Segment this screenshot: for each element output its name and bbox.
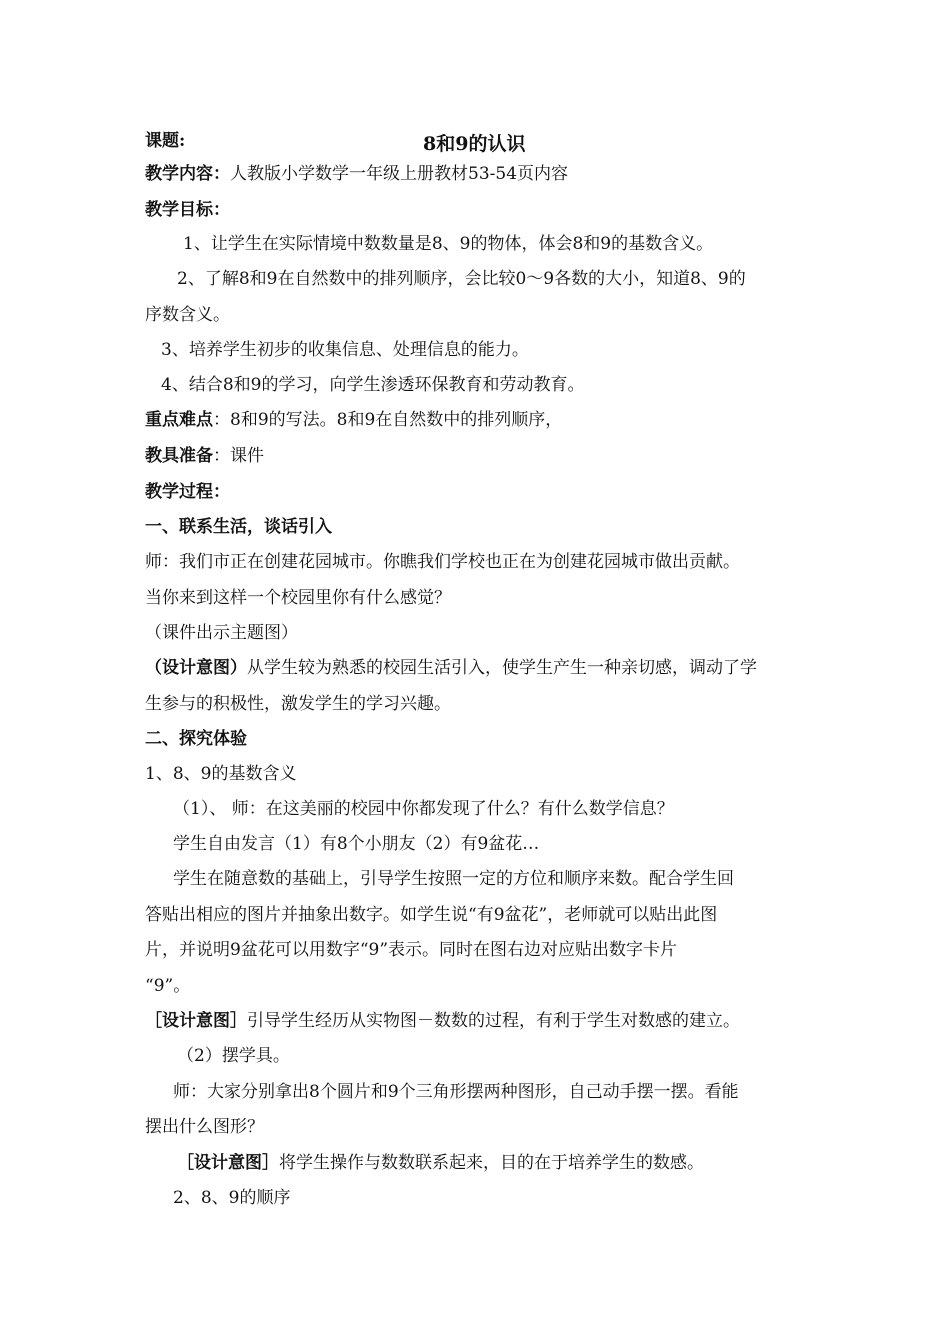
design-intent	[145, 657, 757, 679]
lesson-title: 8和9的认识	[423, 133, 526, 155]
design-intent-label: ［设计意图］	[145, 1011, 247, 1031]
sub-item: （2）摆学具。	[177, 1046, 290, 1066]
paragraph-line: 生参与的积极性，激发学生的学习兴趣。	[145, 694, 451, 714]
paragraph-line: “9”。	[145, 976, 191, 996]
paragraph-line: 师：大家分别拿出8个圆片和9个三角形摆两种图形，自己动手摆一摆。看能	[173, 1082, 739, 1102]
key-points-label: 重点难点	[145, 410, 213, 430]
tools	[145, 445, 264, 467]
paragraph-line: 答贴出相应的图片并抽象出数字。如学生说“有9盆花”，老师就可以贴出此图	[145, 905, 718, 925]
key-points-text: ：8和9的写法。8和9在自然数中的排列顺序，	[213, 410, 563, 430]
teaching-content	[145, 163, 568, 185]
teaching-content-text: 人教版小学数学一年级上册教材53-54页内容	[230, 164, 569, 184]
design-intent-text: 从学生较为熟悉的校园生活引入，使学生产生一种亲切感，调动了学	[247, 658, 757, 678]
goal-item: 序数含义。	[145, 305, 230, 325]
design-intent	[145, 1010, 740, 1032]
paragraph-line: 学生自由发言（1）有8个小朋友（2）有9盆花…	[173, 834, 540, 854]
design-intent	[177, 1152, 704, 1174]
goal-item: 3、培养学生初步的收集信息、处理信息的能力。	[161, 340, 529, 360]
paragraph-line: 当你来到这样一个校园里你有什么感觉？	[145, 588, 451, 608]
goal-item: 4、结合8和9的学习，向学生渗透环保教育和劳动教育。	[161, 375, 585, 395]
paragraph-line: （1）、 师：在这美丽的校园中你都发现了什么？有什么数学信息？	[173, 799, 674, 819]
topic-label: 课题:	[145, 131, 186, 151]
process-label: 教学过程：	[145, 482, 230, 502]
paragraph-line: （课件出示主题图）	[145, 623, 298, 643]
goal-item: 2、了解8和9在自然数中的排列顺序，会比较0～9各数的大小，知道8、9的	[177, 269, 746, 289]
tools-label: 教具准备	[145, 446, 213, 466]
paragraph-line: 师：我们市正在创建花园城市。你瞧我们学校也正在为创建花园城市做出贡献。	[145, 552, 740, 572]
design-intent-text: 将学生操作与数数联系起来，目的在于培养学生的数感。	[279, 1153, 704, 1173]
design-intent-label: （设计意图）	[145, 658, 247, 678]
paragraph-line: 片，并说明9盆花可以用数字“9”表示。同时在图右边对应贴出数字卡片	[145, 940, 678, 960]
design-intent-text: 引导学生经历从实物图－数数的过程，有利于学生对数感的建立。	[247, 1011, 740, 1031]
tools-text: ：课件	[213, 446, 264, 466]
section-heading: 一、联系生活，谈话引入	[145, 517, 332, 537]
paragraph-line: 学生在随意数的基础上，引导学生按照一定的方位和顺序来数。配合学生回	[173, 869, 734, 889]
paragraph-line: 摆出什么图形？	[145, 1117, 264, 1137]
goal-item: 1、让学生在实际情境中数数量是8、9的物体，体会8和9的基数含义。	[183, 234, 714, 254]
design-intent-label: ［设计意图］	[177, 1153, 279, 1173]
section-heading: 二、探究体验	[145, 729, 247, 749]
key-points	[145, 409, 562, 431]
sub-heading: 1、8、9的基数含义	[145, 764, 297, 784]
teaching-content-label: 教学内容：	[145, 164, 230, 184]
sub-heading: 2、8、9的顺序	[173, 1188, 291, 1208]
teaching-goals-label: 教学目标：	[145, 200, 230, 220]
